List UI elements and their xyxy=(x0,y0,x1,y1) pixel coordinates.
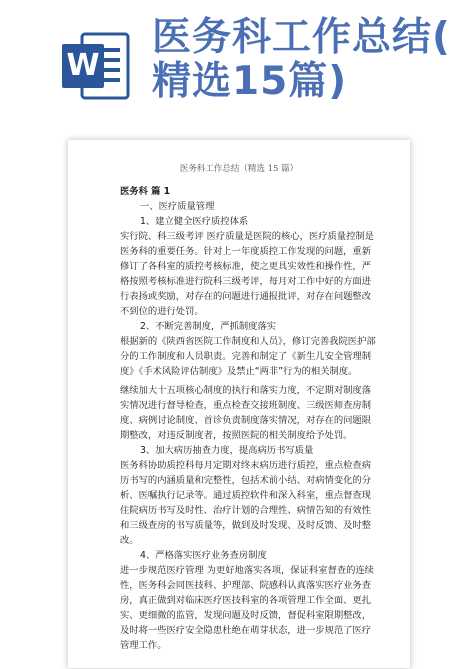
section-heading: 医务科 篇 1 xyxy=(120,186,171,197)
subheading: 2、不断完善制度，严抓制度落实 xyxy=(140,321,277,332)
subheading: 一、医疗质量管理 xyxy=(140,201,215,212)
paragraph: 进一步规范医疗管理 为更好地落实各项，保证科室督查的连续性，医务科会同医技科、护理部、院感科认真落实医疗业务查房，真正做到对临床医疗医技科室的各项管理工作全面、更扎实、更细微的监管，发现问题及时反馈，督促科室限期整改，及时将一些医疗安全隐患杜绝在萌芽状态，进一步规范了医疗管理工作。 xyxy=(120,565,374,651)
subheading: 1、建立健全医疗质控体系 xyxy=(140,216,249,227)
banner xyxy=(0,0,474,120)
document-preview xyxy=(68,140,410,668)
document-body xyxy=(120,184,378,653)
word-document-icon xyxy=(60,30,132,102)
paragraph: 继续加大十五项核心制度的执行和落实力度，不定期对制度落实情况进行督导检查，重点检查交接班制度、三级医师查房制度、病例讨论制度、首诊负责制度落实情况，对存在的问题限期整改，对违反制度者，按照医院的相关制度给予处罚。 xyxy=(120,385,372,441)
document-header: 医务科工作总结（精选 15 篇） xyxy=(179,164,299,174)
paragraph: 根据新的《陕西省医院工作制度和人员》，修订完善我院医护部分的工作制度和人员职责。完善和制定了《新生儿安全管理制度》《手术风险评估制度》及禁止“两非”行为的相关制度。 xyxy=(120,336,376,377)
subheading: 3、加大病历抽查力度，提高病历书写质量 xyxy=(140,445,314,456)
word-logo-letter: W xyxy=(66,48,100,83)
paragraph: 医务科协助质控科每月定期对终末病历进行质控，重点检查病历书写的内涵质量和完整性，包括术前小结、对病情变化的分析、医嘱执行记录等。通过质控软件和深入科室，重点督查现住院病历书写及时性、治疗计划的合理性、病情告知的有效性和三级查房的书写质量等，做到及时发现、及时反馈、及时整改。 xyxy=(120,460,372,546)
subheading: 4、严格落实医疗业务查房制度 xyxy=(140,550,267,561)
title-line-1: 医务科工作总结( xyxy=(152,15,451,60)
page-title xyxy=(152,16,468,104)
title-line-2: 精选15篇) xyxy=(152,59,348,104)
paragraph: 实行院、科三级考评 医疗质量是医院的核心，医疗质量控制是医务科的重要任务。针对上一年度质控工作发现的问题，重新修订了各科室的质控考核标准，使之更具实效性和操作性，严格按照考核标准进行院科三级考评，每月对工作中好的方面进行表扬或奖励，对存在的问题进行通报批评，对存在问题整改不到位的进行处罚。 xyxy=(120,231,374,317)
